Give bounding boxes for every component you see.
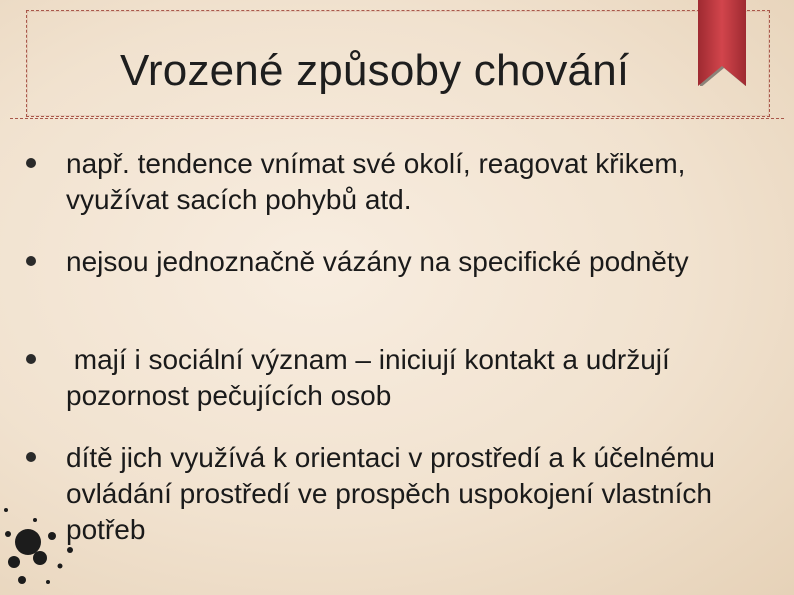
title-divider [10, 118, 784, 119]
bullet-text: mají i sociální význam – iniciují kontakt a udržují pozornost pečujících osob [66, 344, 678, 411]
ink-splatter-decoration [0, 470, 140, 595]
bullet-dot-icon [26, 256, 36, 266]
bullet-dot-icon [26, 158, 36, 168]
bullet-text: dítě jich využívá k orientaci v prostředí a k účelnému ovládání prostředí ve prospěch uspokojení vlastních potřeb [66, 442, 715, 545]
bullet-dot-icon [26, 354, 36, 364]
slide-title: Vrozené způsoby chování [120, 46, 630, 95]
bullet-text: nejsou jednoznačně vázány na specifické podněty [66, 246, 689, 277]
bullet-text: např. tendence vnímat své okolí, reagovat křikem, využívat sacích pohybů atd. [66, 148, 686, 215]
bookmark-ribbon-icon [698, 0, 746, 86]
bullet-dot-icon [26, 452, 36, 462]
